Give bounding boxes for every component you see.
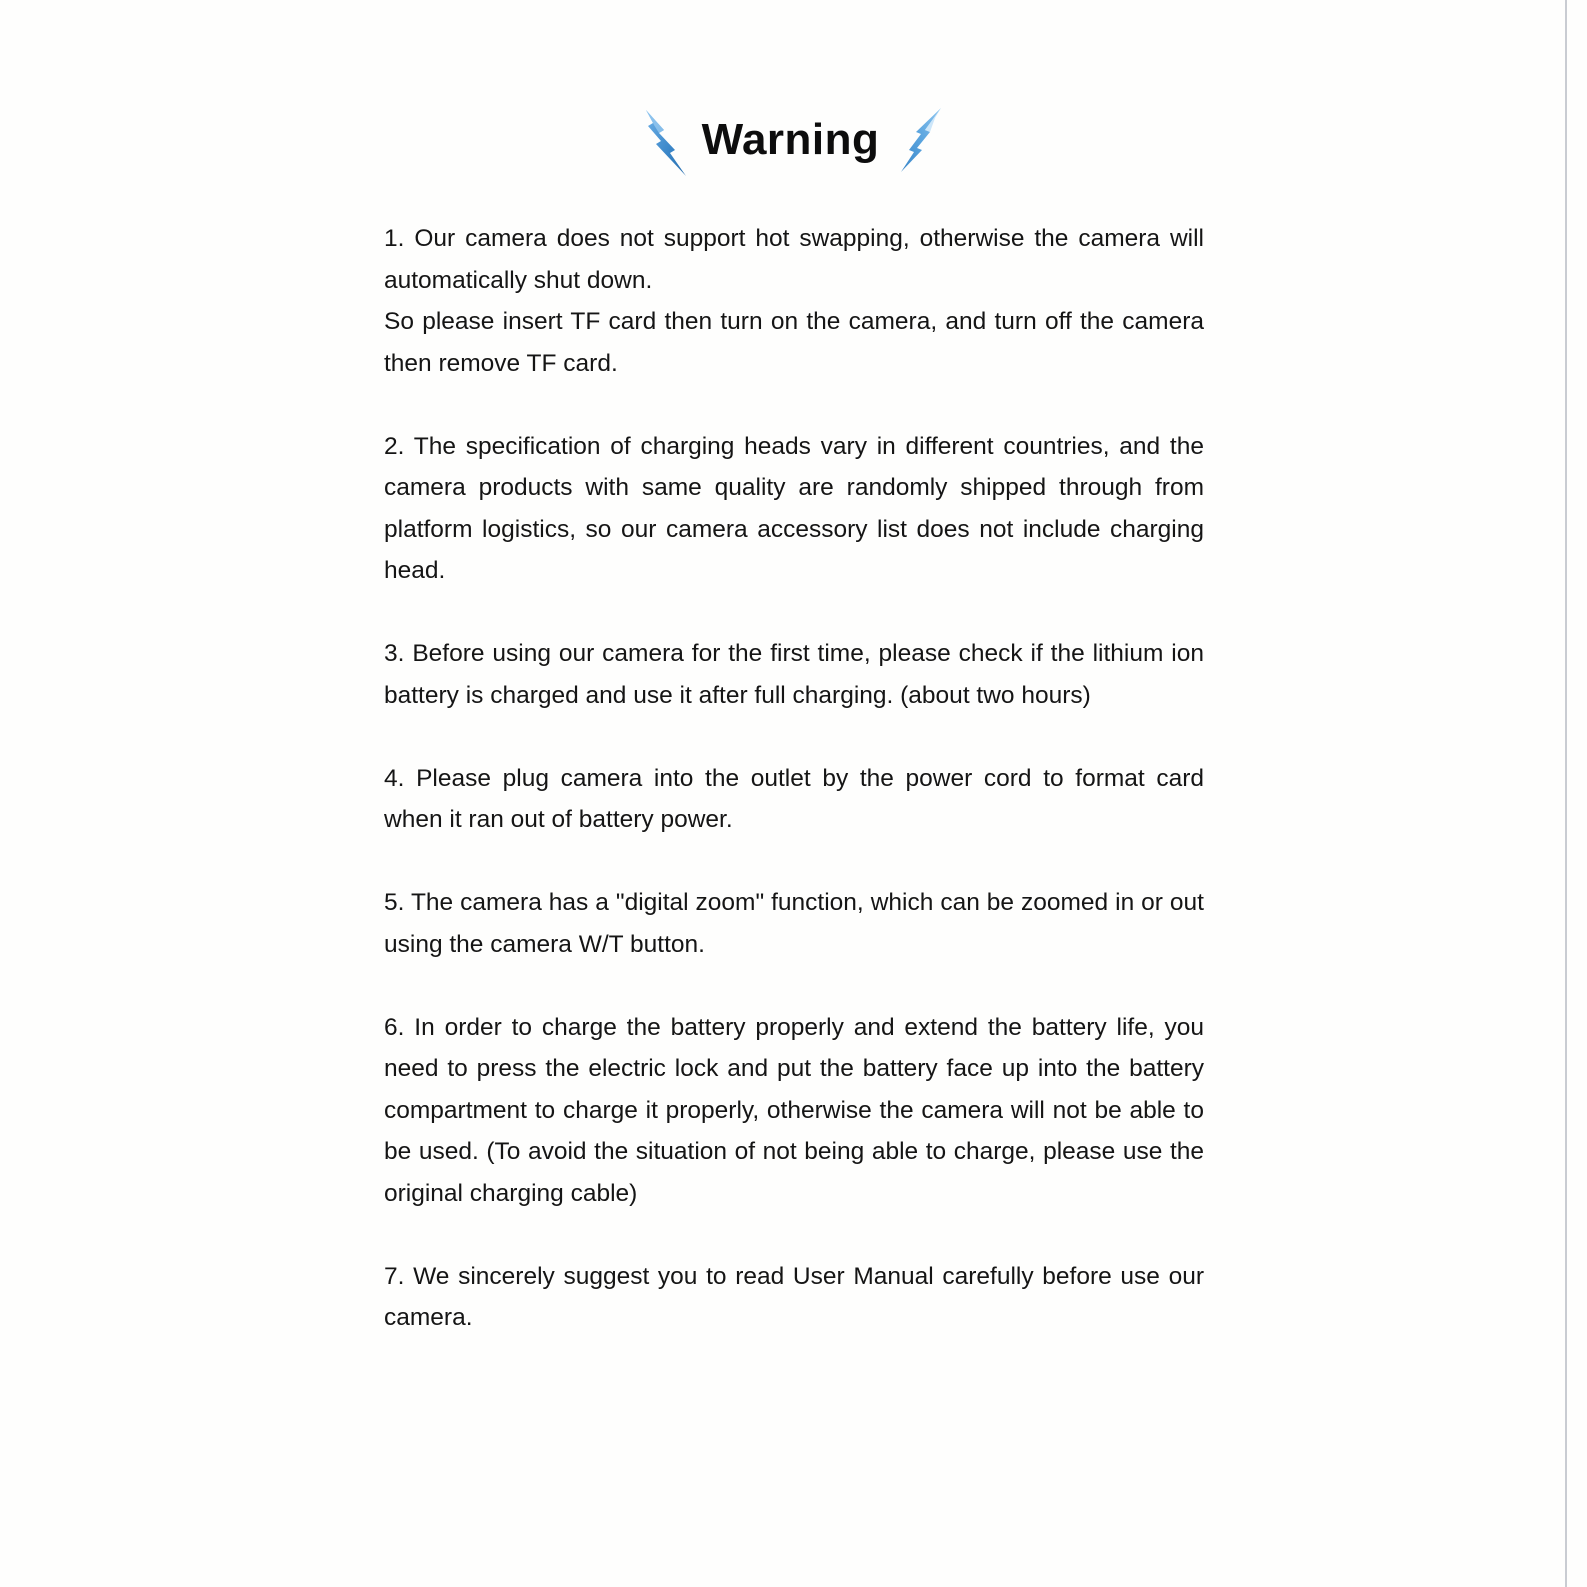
warning-header bbox=[0, 100, 1587, 180]
warning-item-6 bbox=[384, 1007, 1204, 1215]
warning-item-7 bbox=[384, 1256, 1204, 1339]
warning-item-5-text: 5. The camera has a "digital zoom" function, which can be zoomed in or out using the camera W/T button. bbox=[384, 889, 1204, 958]
warning-item-7-text: 7. We sincerely suggest you to read User Manual carefully before use our camera. bbox=[384, 1262, 1204, 1331]
warning-item-1-text: 1. Our camera does not support hot swapping, otherwise the camera will automatically shut down. bbox=[384, 225, 1204, 294]
lightning-bolt-icon bbox=[899, 108, 945, 174]
warning-item-4 bbox=[384, 758, 1204, 841]
warning-item-5 bbox=[384, 882, 1204, 965]
warning-item-1 bbox=[384, 218, 1204, 384]
warning-item-4-text: 4. Please plug camera into the outlet by the power cord to format card when it ran out of battery power. bbox=[384, 764, 1204, 833]
page-title: Warning bbox=[701, 115, 880, 164]
warning-item-6-text: 6. In order to charge the battery properly and extend the battery life, you need to press the electric lock and put the battery face up into the battery compartment to charge it properly, otherwise the camera will not be able to be used. (To avoid the situation of not being able to charge, please use the original charging cable) bbox=[384, 1013, 1204, 1207]
warning-item-2-text: 2. The specification of charging heads vary in different countries, and the camera products with same quality are randomly shipped through from platform logistics, so our camera accessory list does not include charging head. bbox=[384, 432, 1204, 584]
warning-list bbox=[384, 218, 1204, 1380]
warning-item-3-text: 3. Before using our camera for the first time, please check if the lithium ion battery is charged and use it after full charging. (about two hours) bbox=[384, 640, 1204, 709]
page-edge-divider bbox=[1565, 0, 1567, 1587]
warning-item-1-note: So please insert TF card then turn on the camera, and turn off the camera then remove TF card. bbox=[384, 308, 1204, 377]
warning-item-2 bbox=[384, 426, 1204, 592]
lightning-bolt-icon bbox=[642, 110, 688, 176]
warning-item-3 bbox=[384, 633, 1204, 716]
